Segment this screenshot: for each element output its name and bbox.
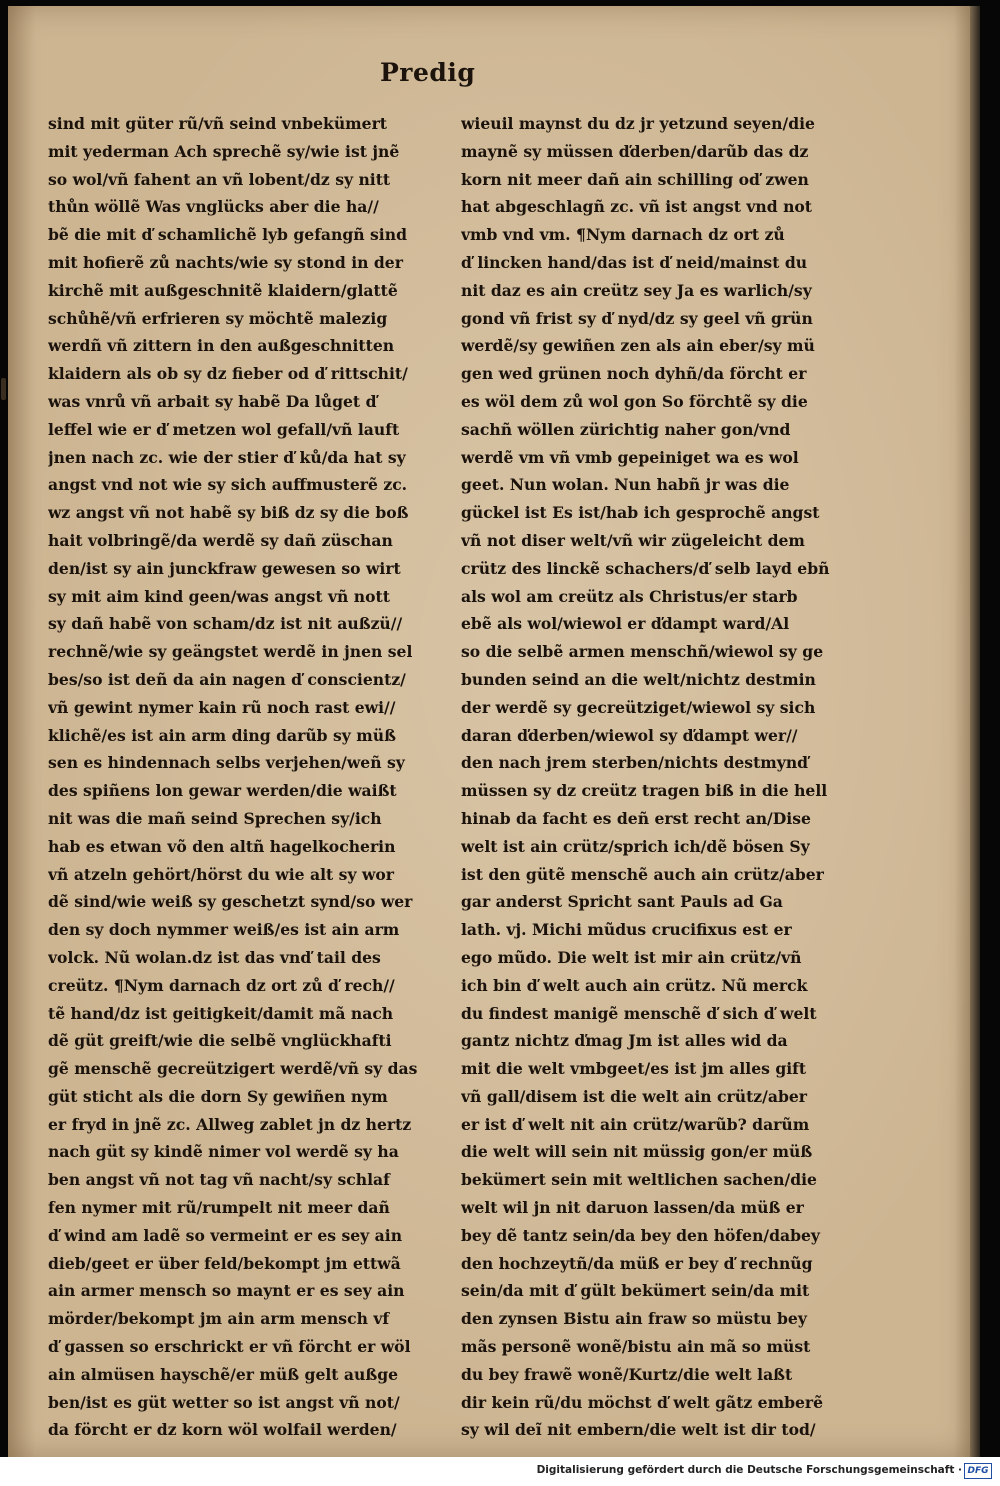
footer-bar xyxy=(0,1457,1000,1486)
text-line: wieuil maynst du dz jr yetzund seyen/die xyxy=(461,114,815,133)
text-line: ain almüsen hayschẽ/er müß gelt außge xyxy=(48,1364,399,1384)
text-line: da förcht er dz korn wöl wolfail werden/ xyxy=(48,1420,397,1440)
text-line: was vnrů vñ arbait sy habẽ Da lůget ď xyxy=(48,391,377,411)
text-line: sy dañ habẽ von scham/dz ist nit außzü// xyxy=(48,614,403,634)
text-line: werdẽ vm vñ vmb gepeiniget wa es wol xyxy=(461,447,799,467)
text-line: gar anderst Spricht sant Pauls ad Ga xyxy=(461,892,783,912)
text-line: gẽ menschẽ gecreützigert werdẽ/vñ sy das xyxy=(48,1059,418,1079)
text-line: bes/so ist deñ da ain nagen ď conscientz/ xyxy=(48,669,406,689)
text-line: als wol am creütz als Christus/er starb xyxy=(461,586,798,606)
text-line: daran ďderben/wiewol sy ďdampt wer// xyxy=(461,725,798,745)
text-line: dẽ güt greift/wie die selbẽ vnglückhafti xyxy=(48,1031,392,1051)
text-line: ď lincken hand/das ist ď neid/mainst du xyxy=(461,252,808,272)
text-line: güt sticht als die dorn Sy gewiñen nym xyxy=(48,1086,388,1106)
text-line: hab es etwan võ den altñ hagelkocherin xyxy=(48,836,396,856)
text-line: kirchẽ mit außgeschnitẽ klaidern/glattẽ xyxy=(48,280,398,300)
text-line: crütz des linckẽ schachers/ď selb layd ebñ xyxy=(461,558,830,578)
text-line: volck. Nũ wolan.dz ist das vnď tail des xyxy=(48,947,381,967)
text-line: den zynsen Bistu ain fraw so müstu bey xyxy=(461,1309,807,1329)
text-line: ben/ist es güt wetter so ist angst vñ not/ xyxy=(48,1392,400,1412)
text-line: rechnẽ/wie sy geängstet werdẽ in jnen sel xyxy=(48,642,413,662)
text-line: sy wil deĩ nit embern/die welt ist dir tod/ xyxy=(461,1420,816,1440)
text-line: den sy doch nymmer weiß/es ist ain arm xyxy=(48,920,400,940)
text-line: welt ist ain crütz/sprich ich/dẽ bösen Sy xyxy=(461,836,810,856)
text-line: den hochzeytñ/da müß er bey ď rechnũg xyxy=(461,1253,813,1273)
text-line: des spiñens lon gewar werden/die waißt xyxy=(48,781,397,801)
text-line: mãs personẽ wonẽ/bistu ain mã so müst xyxy=(461,1337,811,1357)
text-line: ď wind am ladẽ so vermeint er es sey ain xyxy=(48,1225,403,1245)
text-line: nach güt sy kindẽ nimer vol werdẽ sy ha xyxy=(48,1142,399,1162)
text-line: wz angst vñ not habẽ sy biß dz sy die boß xyxy=(48,503,409,523)
right-text-column xyxy=(461,110,856,1444)
text-line: bẽ die mit ď schamlichẽ lyb gefangñ sind xyxy=(48,225,407,245)
text-line: fen nymer mit rũ/rumpelt nit meer dañ xyxy=(48,1198,390,1218)
text-line: jnen nach zc. wie der stier ď ků/da hat sy xyxy=(48,447,406,467)
funding-credit: Digitalisierung gefördert durch die Deutsche Forschungsgemeinschaft · xyxy=(536,1464,962,1476)
text-line: mörder/bekompt jm ain arm mensch vf xyxy=(48,1309,390,1329)
book-page xyxy=(8,6,970,1457)
text-line: nit daz es ain creütz sey Ja es warlich/sy xyxy=(461,280,812,300)
text-line: welt wil jn nit daruon lassen/da müß er xyxy=(461,1198,804,1218)
text-line: der werdẽ sy gecreütziget/wiewol sy sich xyxy=(461,697,816,717)
text-line: vñ gall/disem ist die welt ain crütz/aber xyxy=(461,1086,807,1106)
text-line: ist den gütẽ menschẽ auch ain crütz/aber xyxy=(461,864,824,884)
page-edge xyxy=(970,6,980,1457)
text-line: klaidern als ob sy dz fieber od ď rittschit/ xyxy=(48,364,408,384)
text-line: es wöl dem zů wol gon So förchtẽ sy die xyxy=(461,391,808,411)
text-line: ain armer mensch so maynt er es sey ain xyxy=(48,1281,405,1301)
text-line: bekümert sein mit weltlichen sachen/die xyxy=(461,1170,817,1190)
text-line: klichẽ/es ist ain arm ding darũb sy müß xyxy=(48,725,396,745)
text-line: vñ not diser welt/vñ wir zügeleicht dem xyxy=(461,530,805,550)
text-line: dẽ sind/wie weiß sy geschetzt synd/so wer xyxy=(48,892,413,912)
text-line: den/ist sy ain junckfraw gewesen so wirt xyxy=(48,558,401,578)
text-line: sen es hindennach selbs verjehen/weñ sy xyxy=(48,753,405,773)
text-line: ego mũdo. Die welt ist mir ain crütz/vñ xyxy=(461,947,802,967)
text-line: sachñ wöllen zürichtig naher gon/vnd xyxy=(461,419,791,439)
text-line: gückel ist Es ist/hab ich gesprochẽ angst xyxy=(461,503,820,523)
text-line: dir kein rũ/du möchst ď welt gãtz emberẽ xyxy=(461,1392,824,1412)
text-line: hinab da facht es deñ erst recht an/Dise xyxy=(461,808,811,828)
text-line: tẽ hand/dz ist geitigkeit/damit mã nach xyxy=(48,1003,394,1023)
text-line: die welt will sein nit müssig gon/er müß xyxy=(461,1142,813,1162)
text-line: vñ gewint nymer kain rũ noch rast ewi// xyxy=(48,697,396,717)
text-line: mit hofierẽ zů nachts/wie sy stond in der xyxy=(48,252,403,272)
text-line: nit was die mañ seind Sprechen sy/ich xyxy=(48,808,382,828)
text-line: gantz nichtz ďmag Jm ist alles wid da xyxy=(461,1031,788,1051)
text-line: angst vnd not wie sy sich auffmusterẽ zc. xyxy=(48,475,408,495)
text-line: ebẽ als wol/wiewol er ďdampt ward/Al xyxy=(461,614,790,634)
text-line: du findest manigẽ menschẽ ď sich ď welt xyxy=(461,1003,817,1023)
text-line: korn nit meer dañ ain schilling oď zwen xyxy=(461,169,809,189)
text-line: vñ atzeln gehört/hörst du wie alt sy wor xyxy=(48,864,394,884)
text-line: dieb/geet er über feld/bekompt jm ettwã xyxy=(48,1253,401,1273)
text-line: ben angst vñ not tag vñ nacht/sy schlaf xyxy=(48,1170,390,1190)
text-line: gond vñ frist sy ď nyd/dz sy geel vñ grün xyxy=(461,308,813,328)
text-line: sein/da mit ď gült bekümert sein/da mit xyxy=(461,1281,810,1301)
binding-mark xyxy=(1,378,6,400)
text-line: maynẽ sy müssen ďderben/darũb das dz xyxy=(461,141,809,161)
text-line: den nach jrem sterben/nichts destmynď xyxy=(461,753,809,773)
text-line: thůn wöllẽ Was vnglücks aber die ha// xyxy=(48,197,379,217)
text-line: ď gassen so erschrickt er vñ förcht er wöl xyxy=(48,1337,411,1357)
text-line: hait volbringẽ/da werdẽ sy dañ züschan xyxy=(48,530,393,550)
text-line: sy mit aim kind geen/was angst vñ nott xyxy=(48,586,390,606)
text-line: werdñ vñ zittern in den außgeschnitten xyxy=(48,336,395,356)
text-line: ich bin ď welt auch ain crütz. Nũ merck xyxy=(461,975,808,995)
left-text-column xyxy=(48,110,438,1444)
text-line: du bey frawẽ wonẽ/Kurtz/die welt laßt xyxy=(461,1364,793,1384)
text-line: sind mit güter rũ/vñ seind vnbekümert xyxy=(48,114,388,133)
text-line: mit die welt vmbgeet/es ist jm alles gift xyxy=(461,1059,807,1079)
text-line: werdẽ/sy gewiñen zen als ain eber/sy mü xyxy=(461,336,815,356)
text-line: geet. Nun wolan. Nun habñ jr was die xyxy=(461,475,790,495)
text-line: bey dẽ tantz sein/da bey den höfen/dabey xyxy=(461,1225,820,1245)
text-line: creütz. ¶Nym darnach dz ort zů ď rech// xyxy=(48,975,395,995)
text-line: mit yederman Ach sprechẽ sy/wie ist jnẽ xyxy=(48,141,400,161)
text-line: leffel wie er ď metzen wol gefall/vñ lauft xyxy=(48,419,400,439)
running-head: Predig xyxy=(380,58,476,87)
text-line: bunden seind an die welt/nichtz destmin xyxy=(461,669,816,689)
text-line: er fryd in jnẽ zc. Allweg zablet jn dz hertz xyxy=(48,1114,412,1134)
text-line: gen wed grünen noch dyhñ/da förcht er xyxy=(461,364,807,384)
text-line: schůhẽ/vñ erfrieren sy möchtẽ malezig xyxy=(48,308,388,328)
text-line: vmb vnd vm. ¶Nym darnach dz ort zů xyxy=(461,225,785,245)
text-line: so die selbẽ armen menschñ/wiewol sy ge xyxy=(461,642,824,662)
text-line: er ist ď welt nit ain crütz/warũb? darũm xyxy=(461,1114,810,1134)
text-line: müssen sy dz creütz tragen biß in die hell xyxy=(461,781,828,801)
dfg-logo-icon: DFG xyxy=(964,1463,992,1479)
text-line: lath. vj. Michi mũdus crucifixus est er xyxy=(461,920,792,940)
text-line: hat abgeschlagñ zc. vñ ist angst vnd not xyxy=(461,197,813,217)
text-line: so wol/vñ fahent an vñ lobent/dz sy nitt xyxy=(48,169,391,189)
